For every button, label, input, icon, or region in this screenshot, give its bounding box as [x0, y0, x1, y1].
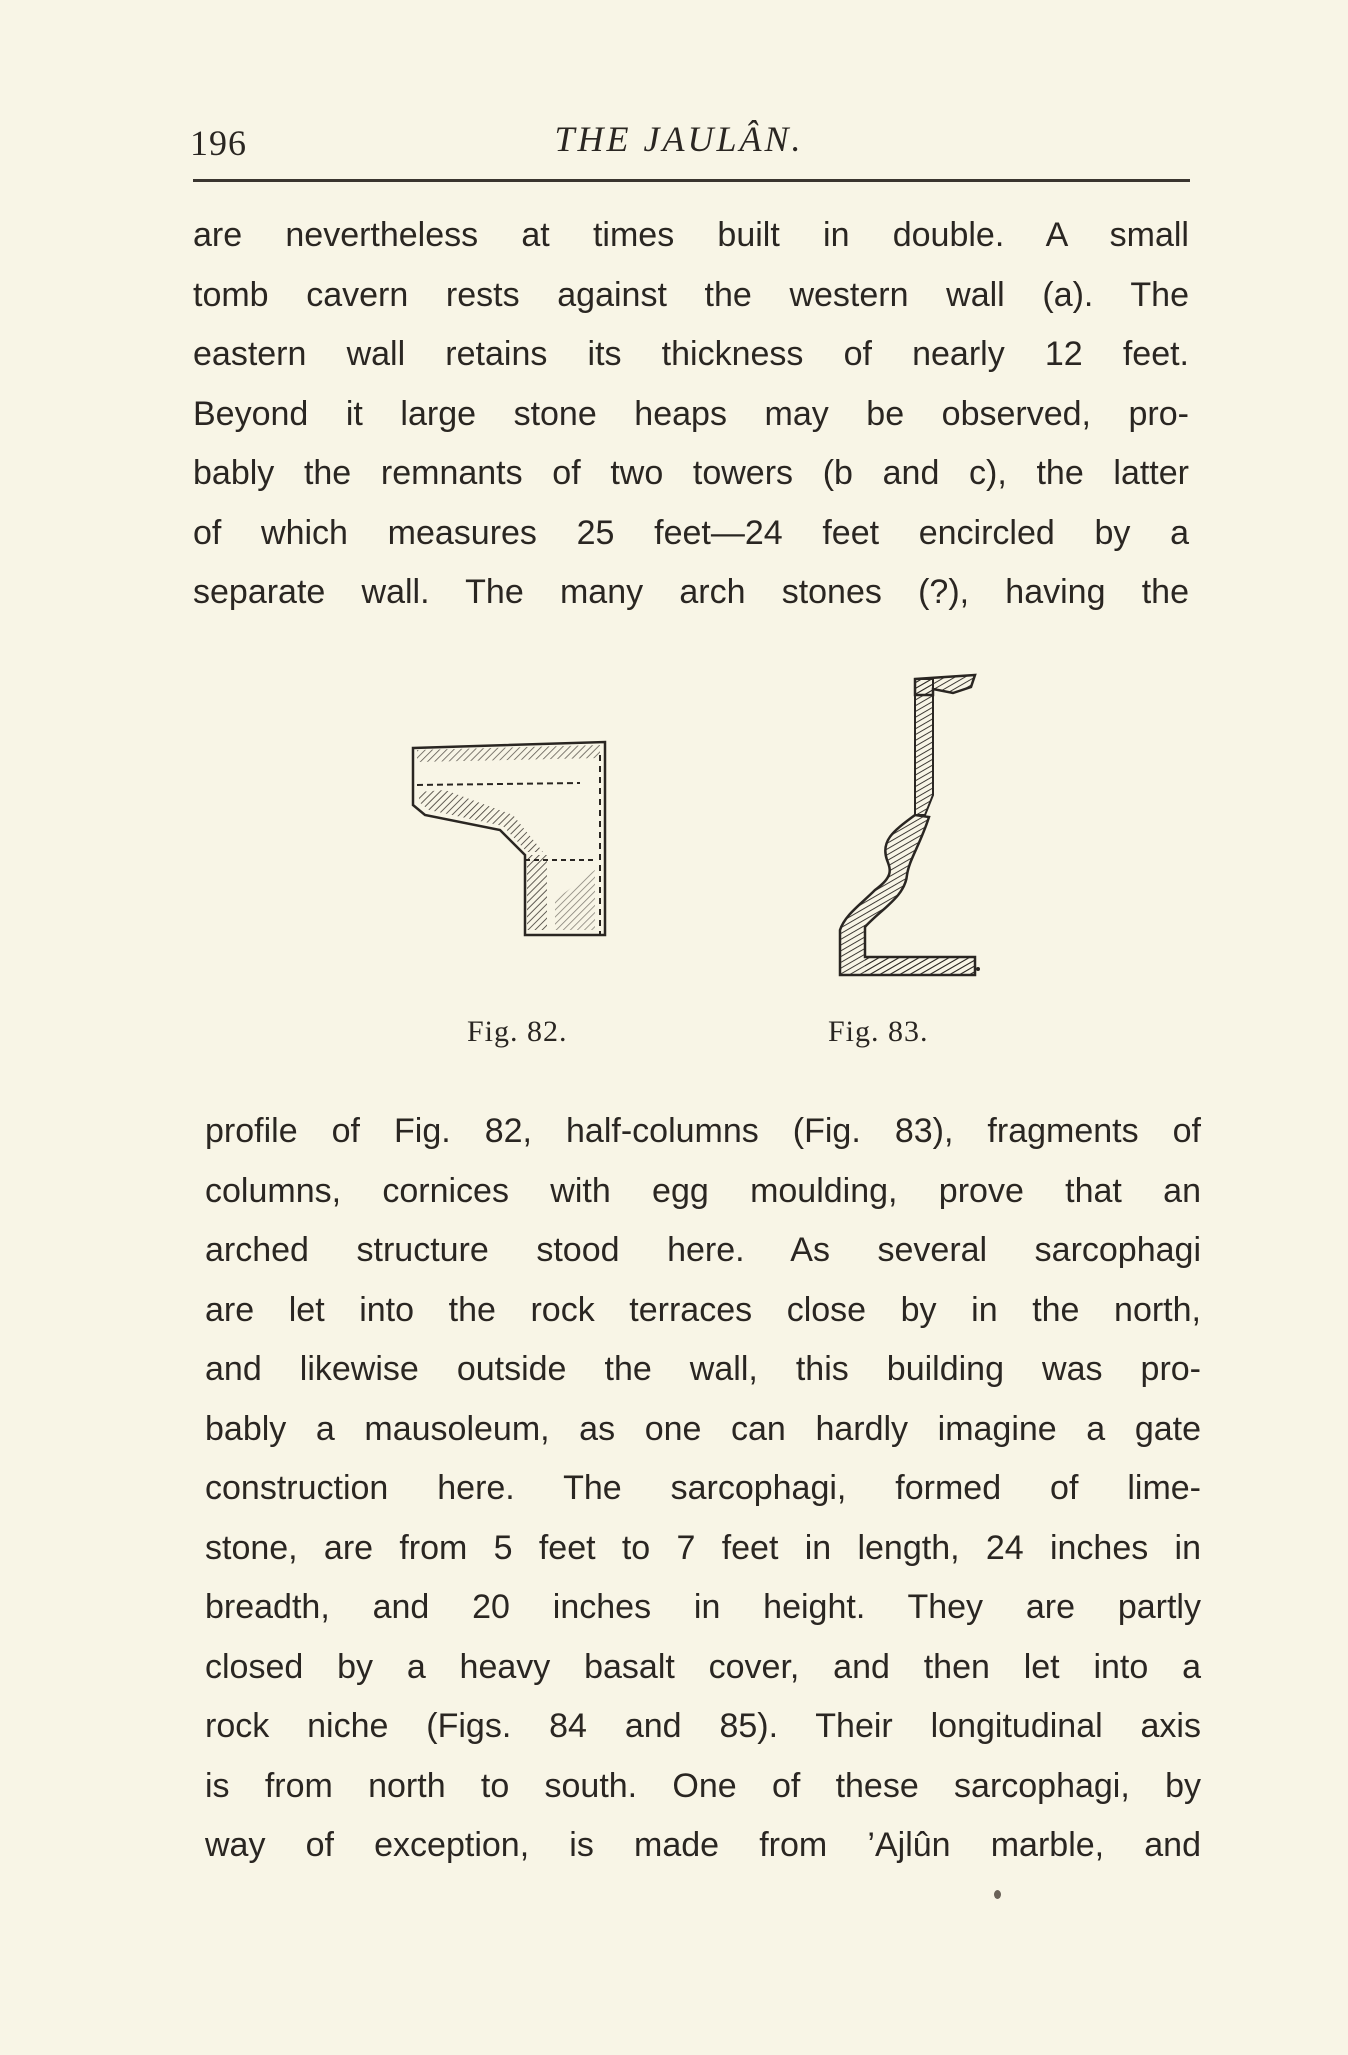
text-line: bably a mausoleum, as one can hardly imagine a gate [205, 1409, 1201, 1448]
text-line: breadth, and 20 inches in height. They are partly [205, 1588, 1201, 1626]
text-line: way of exception, is made from ’Ajlûn marble, and [205, 1826, 1201, 1864]
ink-speck [994, 1890, 1001, 1899]
figure-83-illustration [825, 665, 985, 985]
text-line: are let into the rock terraces close by in the north, [205, 1290, 1201, 1329]
text-line: of which measures 25 feet—24 feet encircled by a [193, 513, 1189, 552]
text-line: rock niche (Figs. 84 and 85). Their longitudinal axis [205, 1707, 1201, 1745]
header-rule [193, 179, 1190, 182]
text-line: Beyond it large stone heaps may be observed, pro- [193, 394, 1189, 433]
paragraph-bottom [205, 1102, 1201, 1876]
paragraph-top [193, 206, 1189, 623]
figure-82-caption: Fig. 82. [467, 1015, 568, 1048]
text-line: closed by a heavy basalt cover, and then let into a [205, 1647, 1201, 1686]
text-line: construction here. The sarcophagi, formed of lime- [205, 1469, 1201, 1507]
text-line: are nevertheless at times built in double. A small [193, 216, 1189, 254]
text-line: columns, cornices with egg moulding, prove that an [205, 1171, 1201, 1210]
page-number: 196 [190, 123, 247, 163]
text-line: is from north to south. One of these sarcophagi, by [205, 1766, 1201, 1805]
figure-83-caption: Fig. 83. [828, 1015, 929, 1048]
text-line: stone, are from 5 feet to 7 feet in length, 24 inches in [205, 1528, 1201, 1567]
text-line: separate wall. The many arch stones (?), having the [193, 573, 1189, 611]
text-line: arched structure stood here. As several sarcophagi [205, 1231, 1201, 1269]
text-line: bably the remnants of two towers (b and c), the latter [193, 454, 1189, 492]
running-title: THE JAULÂN. [554, 119, 804, 159]
text-line: eastern wall retains its thickness of nearly 12 feet. [193, 335, 1189, 373]
text-line: and likewise outside the wall, this building was pro- [205, 1350, 1201, 1388]
figure-82-illustration [405, 720, 615, 950]
text-line: profile of Fig. 82, half-columns (Fig. 83), fragments of [205, 1112, 1201, 1150]
text-line: tomb cavern rests against the western wall (a). The [193, 275, 1189, 314]
